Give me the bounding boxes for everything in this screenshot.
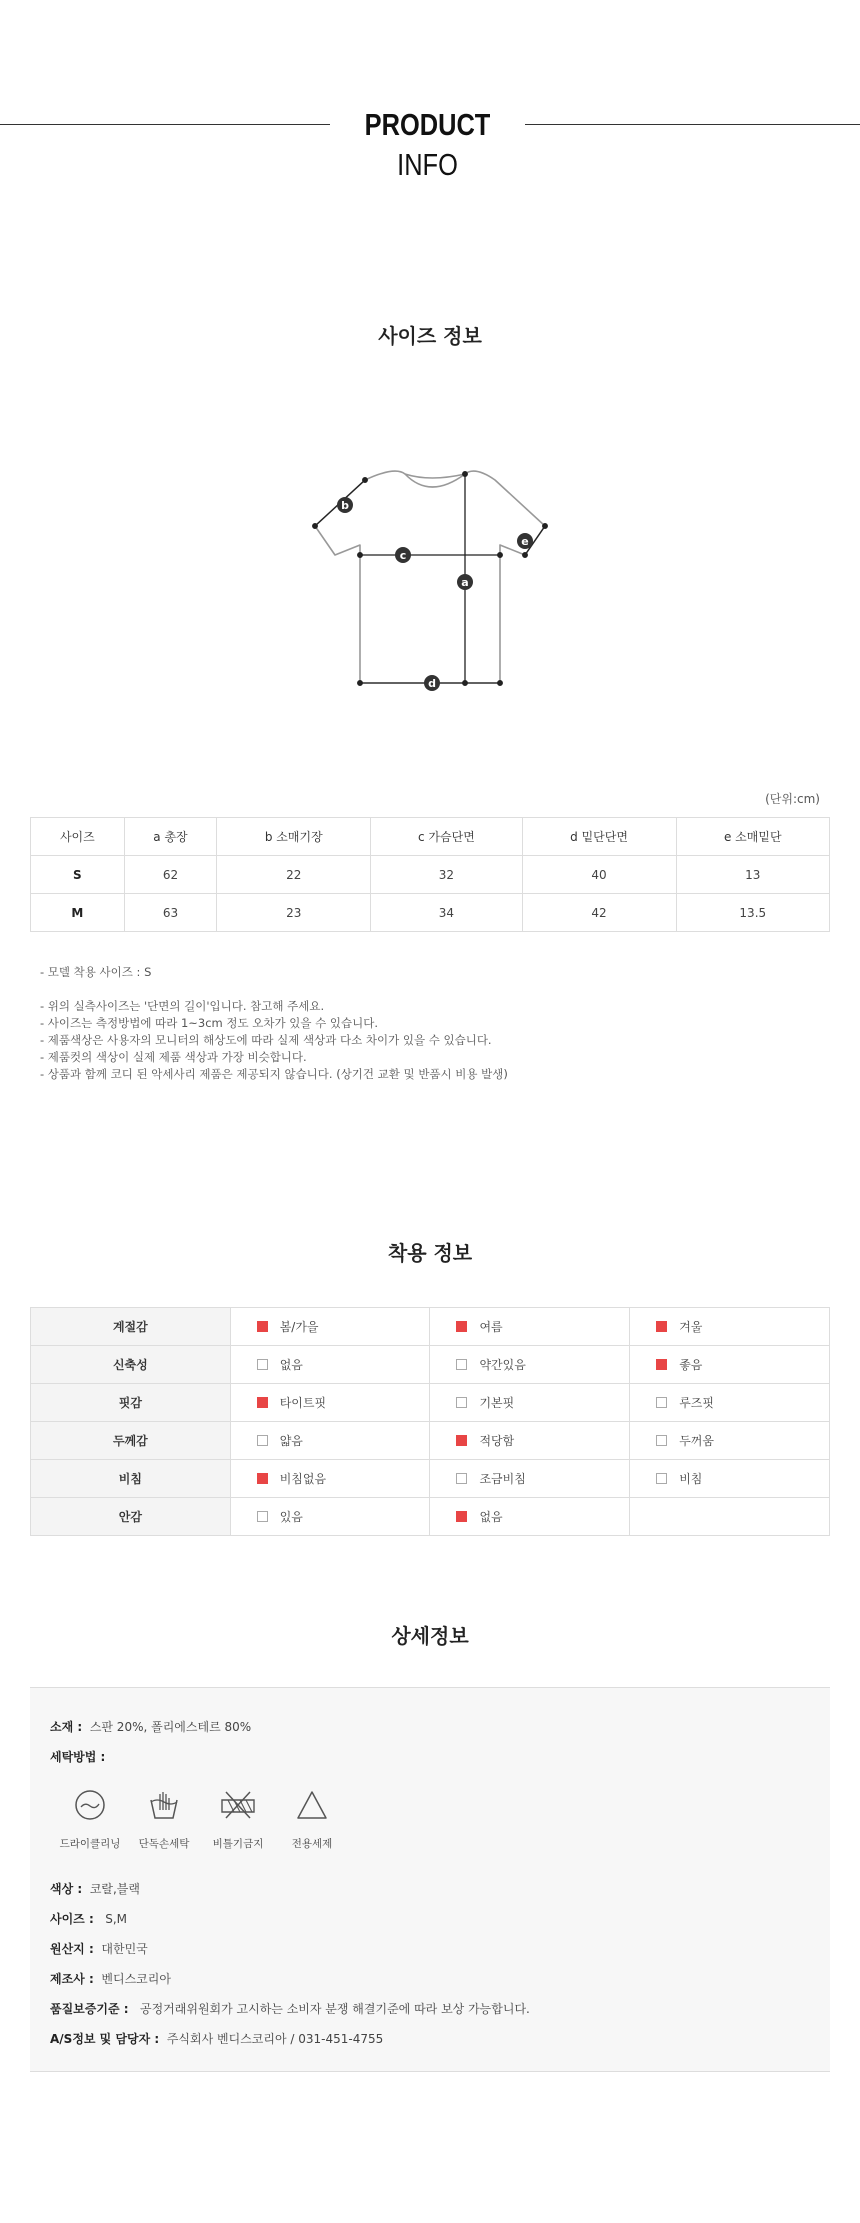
wear-option-label: 타이트핏	[279, 1396, 327, 1410]
wear-row-label: 두께감	[31, 1422, 231, 1460]
wear-option-label: 봄/가을	[279, 1320, 319, 1334]
wear-option	[630, 1308, 830, 1346]
tshirt-size-diagram	[310, 460, 550, 710]
wash-label: 전용세제	[291, 1838, 333, 1850]
detail-section-title: 상세정보	[391, 1624, 469, 1648]
unchecked-box-icon	[656, 1435, 667, 1446]
wear-row	[31, 1422, 830, 1460]
wash-item	[203, 1788, 273, 1851]
note-line: - 위의 실측사이즈는 '단면의 길이'입니다. 참고해 주세요.	[40, 999, 325, 1013]
label-e: e	[521, 535, 529, 548]
product-info-title: PRODUCT INFO	[364, 107, 491, 182]
wear-info-table	[30, 1307, 830, 1536]
table-cell: 32	[371, 856, 522, 894]
wear-section-title: 착용 정보	[387, 1241, 473, 1265]
table-row	[31, 856, 830, 894]
warranty-row: 품질보증기준 : 공정거래위원회가 고시하는 소비자 분쟁 해결기준에 따라 보상 가능합니다.	[50, 2002, 530, 2016]
dry-cleaning-icon	[73, 1788, 107, 1822]
wear-option	[430, 1308, 630, 1346]
wear-option	[430, 1346, 630, 1384]
wear-row-label: 안감	[31, 1498, 231, 1536]
color-row: 색상 : 코랄,블랙	[50, 1882, 140, 1896]
wear-option	[630, 1422, 830, 1460]
unchecked-box-icon	[257, 1359, 268, 1370]
note-line: - 상품과 함께 코디 된 악세사리 제품은 제공되지 않습니다. (상기건 교환 및 반품시 비용 발생)	[40, 1067, 508, 1081]
wear-option-label: 루즈핏	[679, 1396, 714, 1410]
checked-box-icon	[257, 1473, 268, 1484]
unchecked-box-icon	[656, 1473, 667, 1484]
wear-row-label: 핏감	[31, 1384, 231, 1422]
col-header: 사이즈	[31, 818, 125, 856]
wear-option-label: 기본핏	[479, 1396, 515, 1410]
material-row: 소재 : 스판 20%, 폴리에스테르 80%	[50, 1720, 252, 1734]
note-line: - 제품컷의 색상이 실제 제품 색상과 가장 비슷합니다.	[40, 1050, 307, 1064]
table-cell: 13.5	[676, 894, 829, 932]
wear-option-label: 두꺼움	[679, 1434, 714, 1448]
as-info-row: A/S정보 및 담당자 : 주식회사 벤디스코리아 / 031-451-4755	[50, 2032, 384, 2046]
checked-box-icon	[257, 1321, 268, 1332]
wear-option-label: 없음	[279, 1358, 303, 1372]
unit-label: (단위:cm)	[765, 792, 820, 806]
wear-row-label: 비침	[31, 1460, 231, 1498]
wear-option	[430, 1460, 630, 1498]
wear-row-label: 신축성	[31, 1346, 231, 1384]
wear-option	[430, 1422, 630, 1460]
model-size-note: - 모델 착용 사이즈 : S	[40, 965, 152, 979]
label-b: b	[341, 499, 349, 512]
wear-option	[630, 1384, 830, 1422]
wear-row-label: 계절감	[31, 1308, 231, 1346]
wash-label: 드라이클리닝	[59, 1838, 121, 1850]
wear-option	[630, 1346, 830, 1384]
size-row: 사이즈 : S,M	[50, 1912, 128, 1926]
size-section-title: 사이즈 정보	[378, 324, 482, 348]
note-line: - 사이즈는 측정방법에 따라 1~3cm 정도 오차가 있을 수 있습니다.	[40, 1016, 379, 1030]
wear-option	[630, 1460, 830, 1498]
wear-option-label: 없음	[479, 1510, 503, 1524]
unchecked-box-icon	[656, 1397, 667, 1408]
note-line: - 제품색상은 사용자의 모니터의 해상도에 따라 실제 색상과 다소 차이가 있을 수 있습니다.	[40, 1033, 492, 1047]
wash-item	[129, 1788, 199, 1851]
checked-box-icon	[456, 1435, 467, 1446]
product-info-header	[0, 105, 860, 182]
table-row	[31, 894, 830, 932]
wash-method-row: 세탁방법 :	[50, 1750, 106, 1764]
unchecked-box-icon	[456, 1359, 467, 1370]
wear-row	[31, 1308, 830, 1346]
wear-row	[31, 1498, 830, 1536]
wear-option-label: 좋음	[679, 1358, 703, 1372]
wear-option-label: 얇음	[279, 1434, 303, 1448]
wash-icons	[55, 1788, 355, 1858]
wear-option	[430, 1498, 630, 1536]
wash-item	[277, 1788, 347, 1851]
wear-option	[230, 1384, 430, 1422]
checked-box-icon	[656, 1321, 667, 1332]
table-cell: 63	[124, 894, 217, 932]
table-cell: 40	[522, 856, 676, 894]
table-cell: 42	[522, 894, 676, 932]
detergent-icon	[295, 1788, 329, 1822]
table-cell: S	[31, 856, 125, 894]
wear-option-label: 비침없음	[279, 1472, 327, 1486]
checked-box-icon	[456, 1321, 467, 1332]
hand-wash-icon	[147, 1788, 181, 1822]
table-cell: 22	[217, 856, 371, 894]
wash-label: 비틀기금지	[212, 1838, 264, 1850]
no-twist-icon	[219, 1788, 257, 1822]
wear-option	[230, 1460, 430, 1498]
label-d: d	[428, 677, 436, 690]
wear-option	[230, 1346, 430, 1384]
checked-box-icon	[456, 1511, 467, 1522]
header-divider-right	[525, 124, 860, 125]
wear-option	[430, 1384, 630, 1422]
wear-option	[230, 1308, 430, 1346]
wear-option-label: 적당함	[479, 1434, 515, 1448]
label-c: c	[399, 549, 407, 562]
origin-row: 원산지 : 대한민국	[50, 1942, 148, 1956]
unchecked-box-icon	[257, 1511, 268, 1522]
col-header: e 소매밑단	[676, 818, 829, 856]
wear-option	[230, 1422, 430, 1460]
table-cell: 34	[371, 894, 522, 932]
wear-option-label: 조금비침	[479, 1472, 526, 1486]
unchecked-box-icon	[257, 1435, 268, 1446]
wear-row	[31, 1384, 830, 1422]
col-header: a 총장	[124, 818, 217, 856]
wear-row	[31, 1346, 830, 1384]
table-cell: M	[31, 894, 125, 932]
wear-option-label: 겨울	[679, 1320, 703, 1334]
table-cell: 23	[217, 894, 371, 932]
col-header: b 소매기장	[217, 818, 371, 856]
wear-row	[31, 1460, 830, 1498]
wear-option	[630, 1498, 830, 1536]
size-notes	[40, 964, 508, 1083]
unchecked-box-icon	[456, 1473, 467, 1484]
wash-label: 단독손세탁	[138, 1838, 190, 1850]
detail-info-box	[30, 1687, 830, 2072]
maker-row: 제조사 : 벤디스코리아	[50, 1972, 171, 1986]
col-header: c 가슴단면	[371, 818, 522, 856]
wear-option-label: 비침	[679, 1472, 703, 1486]
label-a: a	[461, 576, 469, 589]
col-header: d 밑단단면	[522, 818, 676, 856]
size-table-header	[31, 818, 830, 856]
checked-box-icon	[257, 1397, 268, 1408]
wear-option-label: 약간있음	[479, 1358, 526, 1372]
wash-item	[55, 1788, 125, 1851]
table-cell: 13	[676, 856, 829, 894]
unchecked-box-icon	[456, 1397, 467, 1408]
size-table	[30, 817, 830, 932]
wear-option-label: 있음	[279, 1510, 303, 1524]
header-divider-left	[0, 124, 330, 125]
wear-option-label: 여름	[479, 1320, 503, 1334]
table-cell: 62	[124, 856, 217, 894]
checked-box-icon	[656, 1359, 667, 1370]
wear-option	[230, 1498, 430, 1536]
